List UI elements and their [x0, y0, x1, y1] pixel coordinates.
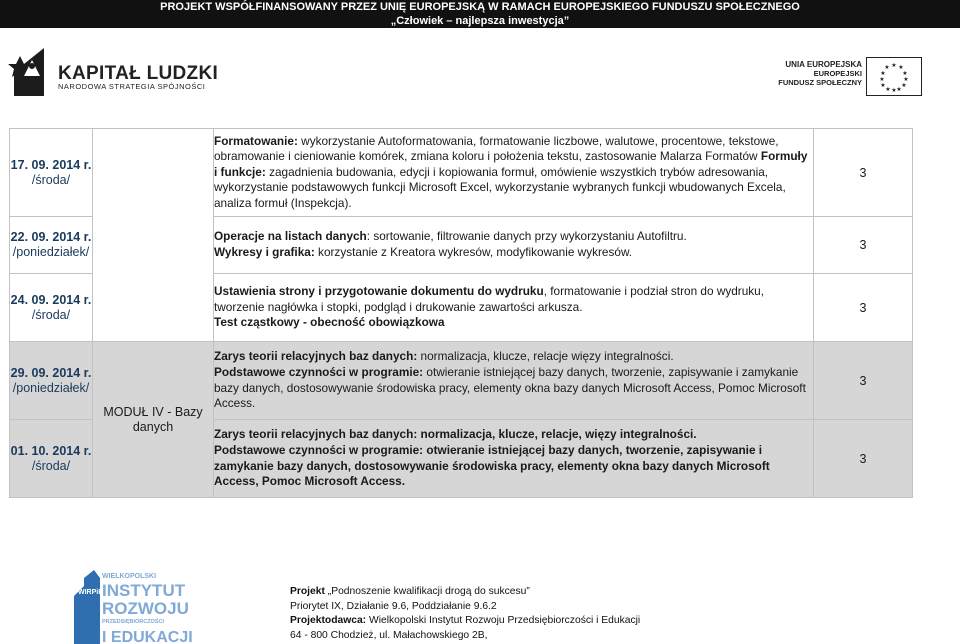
module-cell	[93, 129, 214, 217]
date-cell	[10, 217, 93, 274]
eu-line-2: EUROPEJSKI	[813, 69, 862, 78]
topic-text: wykorzystanie Autoformatowania, formatowanie liczbowe, walutowe, procentowe, tekstowe, obramowanie i cieniowanie komórek, zmiana koloru i położenia tekstu, zastosowanie Malarza Formatów	[214, 133, 779, 164]
topic-cell	[214, 420, 814, 498]
table-row	[10, 129, 913, 217]
topic-text: otwieranie istniejącej bazy danych, tworzenie, zapisywanie i zamykanie bazy danych, dostosowywanie środowiska pracy, elementy okna bazy danych Microsoft Access, Pomoc Microsoft Access.	[214, 364, 806, 411]
module-cell	[93, 274, 214, 342]
test-notice: Test cząstkowy - obecność obowiązkowa	[214, 315, 445, 330]
kl-logo-title: KAPITAŁ LUDZKI	[58, 63, 219, 84]
weekday: /poniedziałek/	[12, 245, 90, 259]
eu-line-1: UNIA EUROPEJSKA	[785, 60, 862, 69]
date-cell	[10, 342, 93, 420]
wirpie-logo-icon	[70, 568, 193, 644]
table-row	[10, 342, 913, 420]
date: 24. 09. 2014 r.	[10, 292, 92, 307]
svg-text:★: ★	[896, 86, 902, 93]
weekday: /środa/	[31, 172, 71, 187]
footer-applicant: Wielkopolski Instytut Rozwoju Przedsiębiorczości i Edukacji	[366, 615, 641, 627]
topic-heading: Ustawienia strony i przygotowanie dokumentu do wydruku	[214, 284, 544, 299]
topic-heading: Wykresy i grafika:	[214, 245, 315, 259]
topic-heading: Formatowanie:	[214, 133, 298, 148]
topic-heading: Operacje na listach danych	[214, 229, 367, 244]
hours-cell: 3	[814, 420, 913, 498]
project-banner	[0, 0, 960, 28]
svg-text:★: ★	[879, 76, 885, 83]
footer-applicant-label: Projektodawca:	[290, 615, 367, 627]
topic-heading: Podstawowe czynności w programie: otwieranie istniejącej bazy danych, tworzenie, zapisywanie i zamykanie bazy danych, dostosowywanie środowiska pracy, elementy okna bazy danych Microsoft Access, Pomoc Microsoft Access.	[214, 442, 770, 489]
schedule-table	[9, 128, 913, 498]
svg-text:★: ★	[880, 70, 886, 77]
topic-heading: Formuły i funkcje:	[214, 149, 808, 179]
svg-text:★: ★	[891, 62, 897, 69]
kl-logo-subtitle: NARODOWA STRATEGIA SPÓJNOŚCI	[58, 82, 206, 91]
date: 22. 09. 2014 r.	[10, 230, 92, 244]
logo-letters: WIRPiE	[78, 589, 103, 596]
kapital-ludzki-logo-icon	[10, 46, 50, 98]
svg-text:★: ★	[898, 64, 904, 71]
footer-project-name: „Podnoszenie kwalifikacji drogą do sukcesu”	[324, 586, 530, 597]
module-cell	[93, 217, 214, 274]
topic-text: : sortowanie, filtrowanie danych przy wykorzystaniu Autofiltru.	[366, 229, 687, 244]
date: 29. 09. 2014 r.	[10, 365, 92, 380]
topic-heading: Podstawowe czynności w programie:	[214, 364, 424, 379]
date: 01. 10. 2014 r.	[10, 443, 92, 458]
eu-line-3: FUNDUSZ SPOŁECZNY	[778, 78, 862, 87]
logo-line: INSTYTUT	[102, 581, 186, 600]
svg-text:★: ★	[901, 82, 907, 89]
logo-line: I EDUKACJI	[102, 629, 193, 644]
eu-logo-text	[778, 60, 862, 87]
hours-cell: 3	[814, 342, 913, 420]
topic-heading: Zarys teorii relacyjnych baz danych: normalizacja, klucze, relacje, więzy integralności.	[214, 427, 697, 442]
svg-text:★: ★	[902, 70, 908, 77]
topic-text: korzystanie z Kreatora wykresów, modyfikowanie wykresów.	[314, 245, 633, 259]
footer-priority: Priorytet IX, Działanie 9.6, Poddziałanie 9.6.2	[290, 600, 497, 612]
footer-info	[290, 585, 640, 643]
svg-text:★: ★	[903, 76, 909, 83]
hours-cell: 3	[814, 217, 913, 274]
module-label: MODUŁ IV - Bazy danych	[93, 342, 214, 498]
table-row	[10, 217, 913, 274]
svg-text:★: ★	[891, 87, 897, 94]
svg-text:★: ★	[884, 64, 890, 71]
svg-text:★: ★	[885, 86, 891, 93]
banner-line-2: „Człowiek – najlepsza inwestycja”	[390, 15, 570, 27]
date-cell	[10, 420, 93, 498]
topic-cell	[214, 217, 814, 274]
logo-line: WIELKOPOLSKI	[102, 573, 157, 580]
logo-line: ROZWOJU	[102, 599, 189, 618]
topic-cell	[214, 129, 814, 217]
banner-line-1: PROJEKT WSPÓŁFINANSOWANY PRZEZ UNIĘ EUROPEJSKĄ W RAMACH EUROPEJSKIEGO FUNDUSZU SPOŁECZNEGO	[160, 1, 800, 13]
topic-text: normalizacja, klucze, relacje więzy integralności.	[417, 349, 674, 364]
date-cell	[10, 274, 93, 342]
topic-cell	[214, 274, 814, 342]
table-row	[10, 274, 913, 342]
svg-text:★: ★	[880, 82, 886, 89]
date-cell	[10, 129, 93, 217]
hours-cell: 3	[814, 129, 913, 217]
eu-flag-icon	[866, 57, 922, 96]
logo-line: PRZEDSIĘBIORCZOŚCI	[102, 619, 165, 625]
footer-project-label: Projekt	[290, 586, 325, 597]
topic-cell	[214, 342, 814, 420]
topic-text: , formatowanie i podział stron do wydruku, tworzenie nagłówka i stopki, podgląd i drukowanie zawartości arkusza.	[214, 284, 765, 314]
weekday: /środa/	[31, 307, 71, 322]
footer-address: 64 - 800 Chodzież, ul. Małachowskiego 2B,	[290, 629, 488, 641]
weekday: /środa/	[31, 458, 71, 473]
topic-text: zagadnienia budowania, edycji i kopiowania formuł, omówienie wszystkich trybów adresowania, wykorzystanie podstawowych funkcji Microsoft Excel, wykorzystanie wybranych funkcji wbudowanych Excela, analiza formuł (Inspekcja).	[214, 164, 786, 210]
date: 17. 09. 2014 r.	[10, 157, 92, 172]
topic-heading: Zarys teorii relacyjnych baz danych:	[214, 349, 418, 364]
weekday: /poniedziałek/	[12, 380, 90, 395]
hours-cell: 3	[814, 274, 913, 342]
